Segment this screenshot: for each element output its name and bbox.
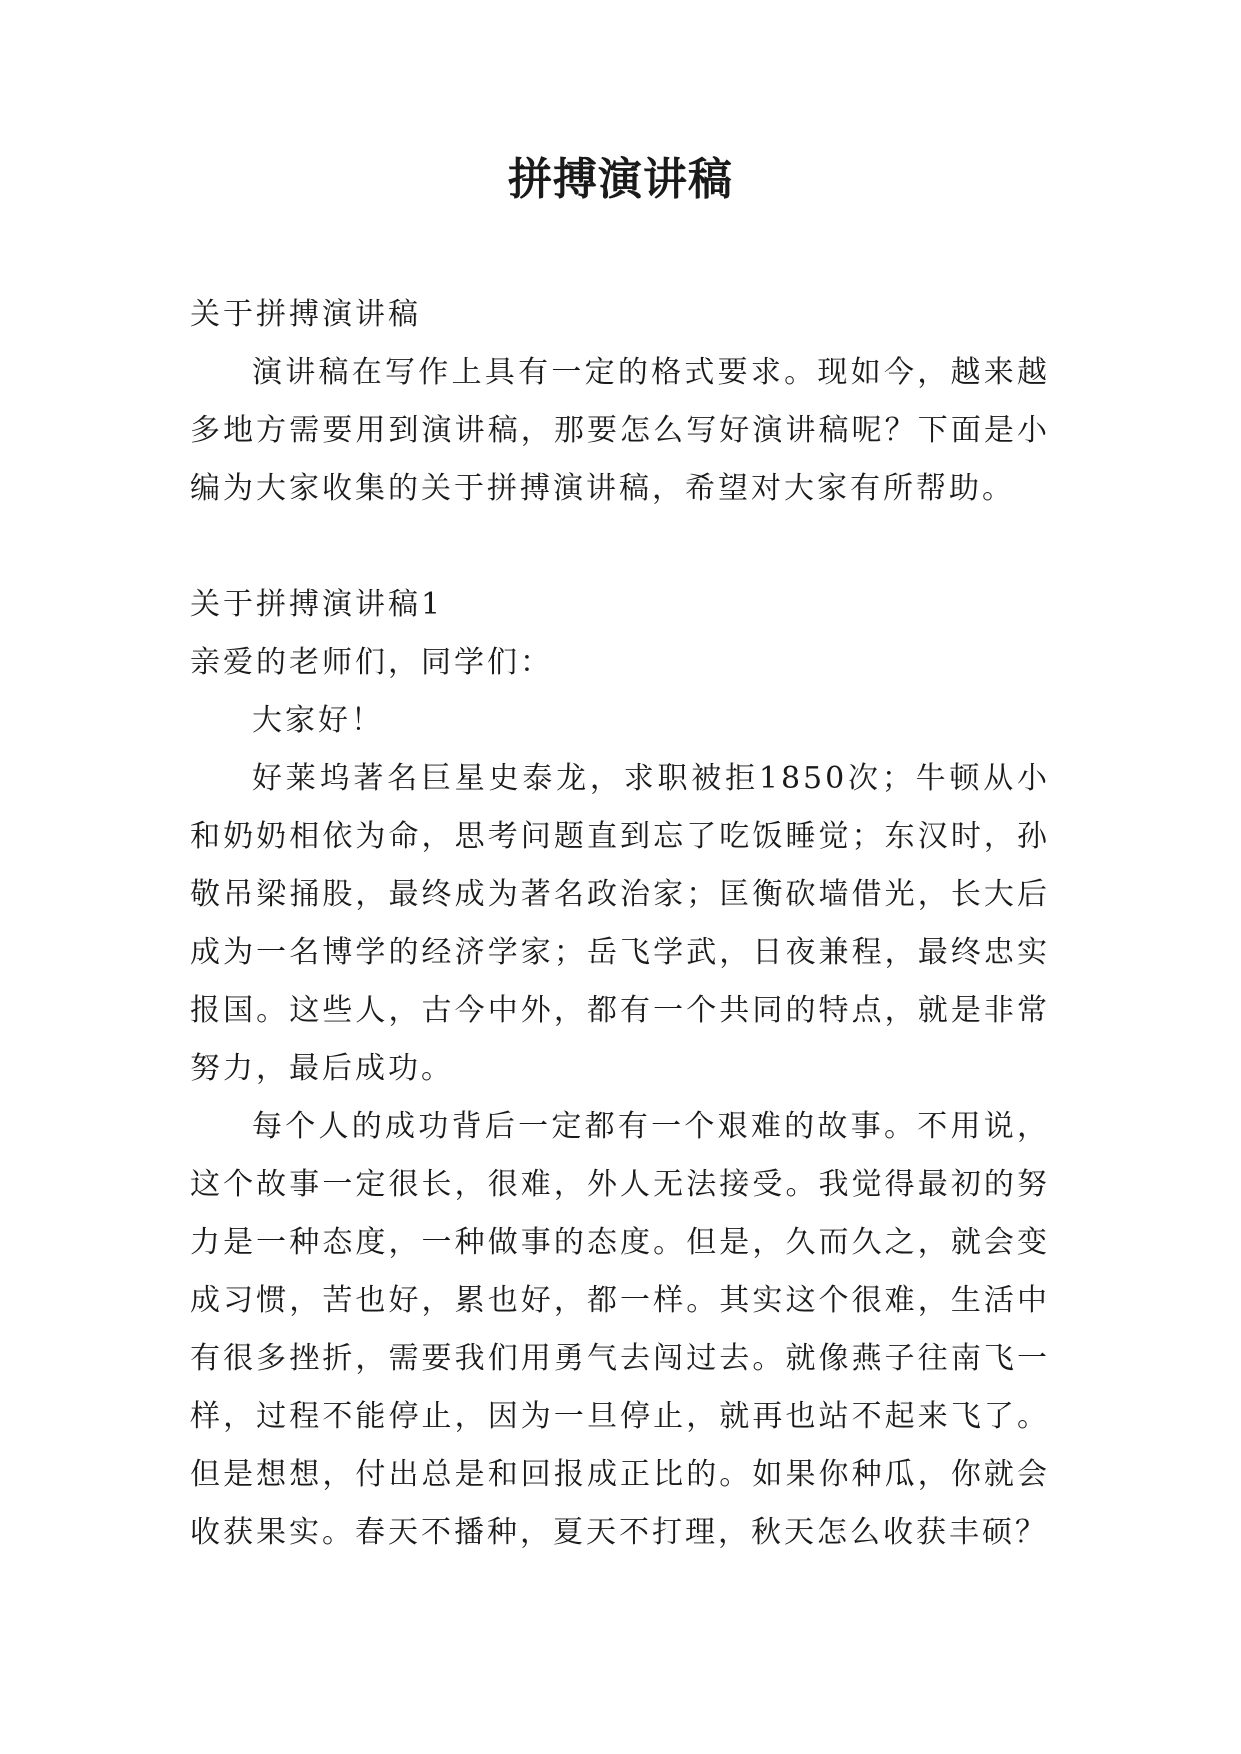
document-title: 拼搏演讲稿: [508, 154, 733, 205]
paragraph-spacer: [190, 518, 1050, 576]
intro-heading: 关于拼搏演讲稿: [190, 297, 421, 332]
salutation: 亲爱的老师们，同学们：: [190, 645, 553, 680]
intro-paragraph: 演讲稿在写作上具有一定的格式要求。现如今，越来越多地方需要用到演讲稿，那要怎么写好演讲稿呢？下面是小编为大家收集的关于拼搏演讲稿，希望对大家有所帮助。: [190, 355, 1050, 506]
document-body: [190, 286, 1050, 1562]
section-heading: 关于拼搏演讲稿1: [190, 587, 444, 622]
body-paragraph-1: 好莱坞著名巨星史泰龙，求职被拒1850次；牛顿从小和奶奶相依为命，思考问题直到忘了吃饭睡觉；东汉时，孙敬吊梁捅股，最终成为著名政治家；匡衡砍墙借光，长大后成为一名博学的经济学家；岳飞学武，日夜兼程，最终忠实报国。这些人，古今中外，都有一个共同的特点，就是非常努力，最后成功。: [190, 761, 1050, 1086]
greeting: 大家好！: [252, 703, 384, 738]
body-paragraph-2: 每个人的成功背后一定都有一个艰难的故事。不用说，这个故事一定很长，很难，外人无法接受。我觉得最初的努力是一种态度，一种做事的态度。但是，久而久之，就会变成习惯，苦也好，累也好，都一样。其实这个很难，生活中有很多挫折，需要我们用勇气去闯过去。就像燕子往南飞一样，过程不能停止，因为一旦停止，就再也站不起来飞了。但是想想，付出总是和回报成正比的。如果你种瓜，你就会收获果实。春天不播种，夏天不打理，秋天怎么收获丰硕？: [190, 1109, 1050, 1550]
